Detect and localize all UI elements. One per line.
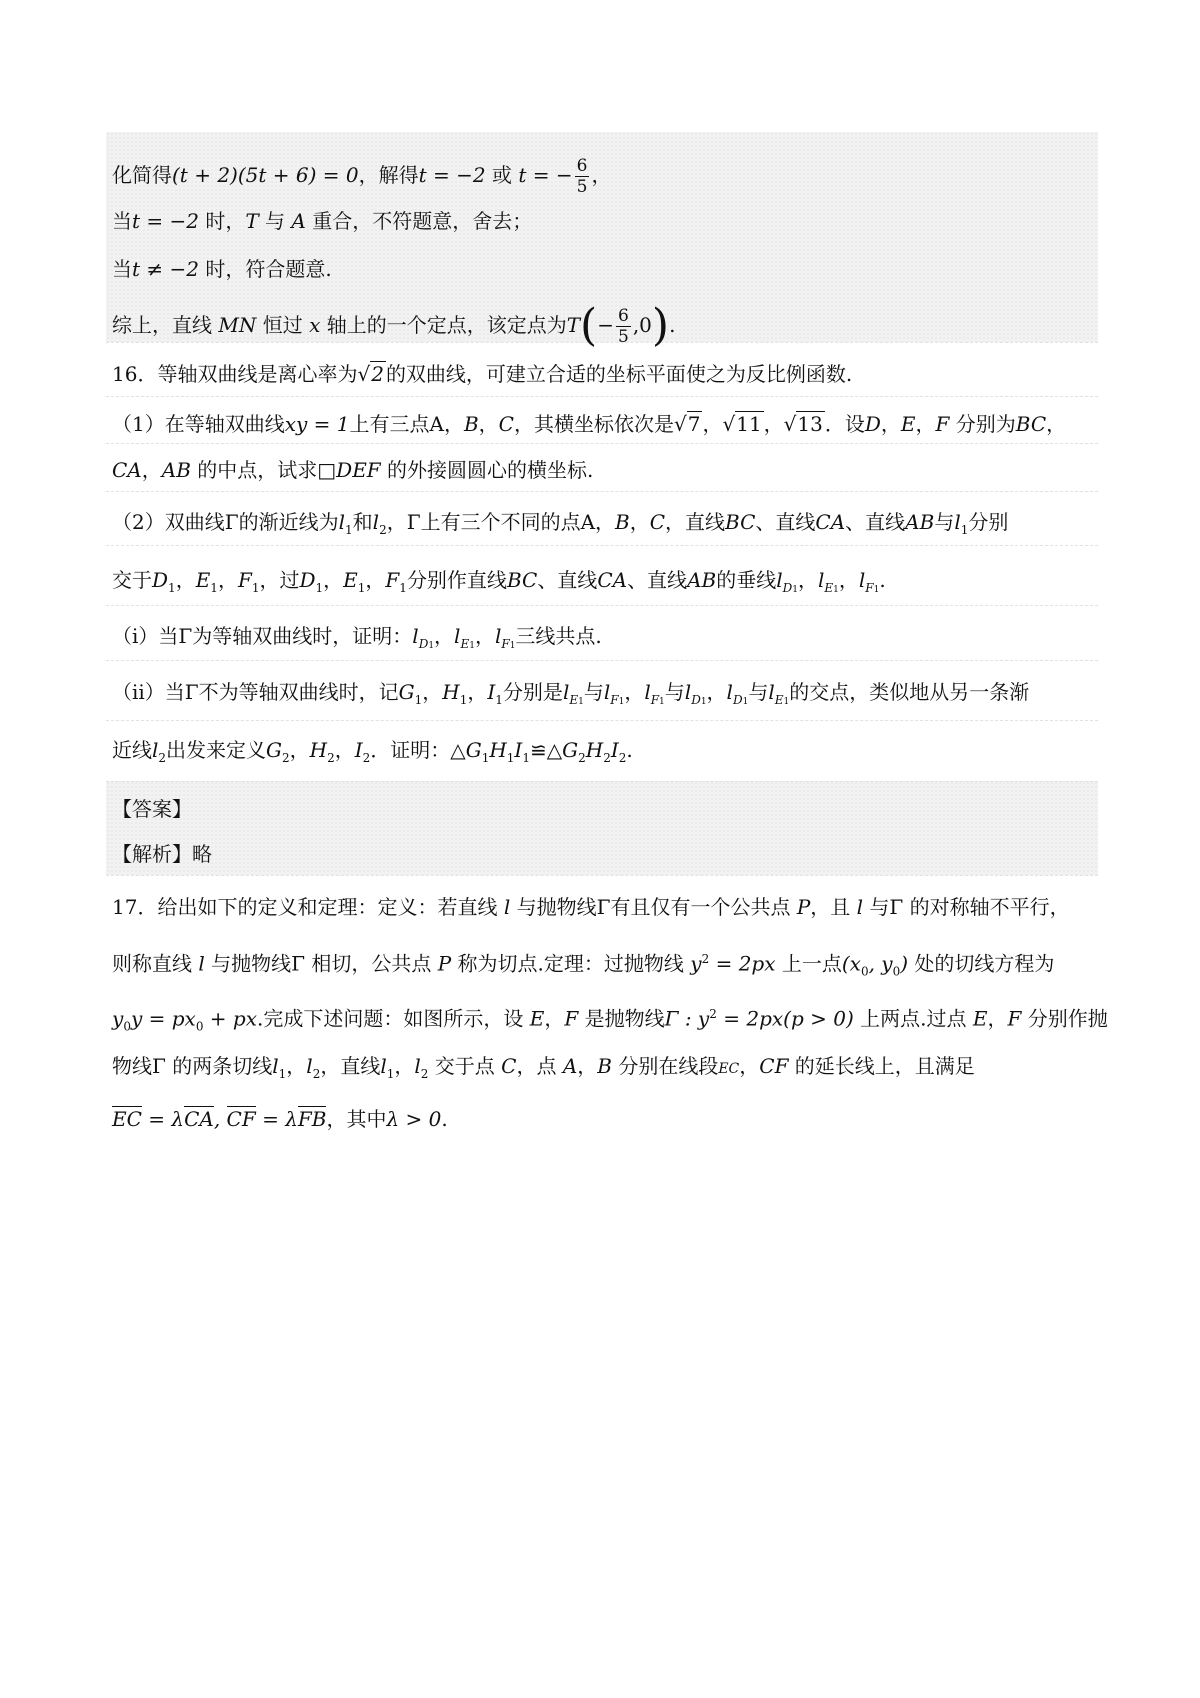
- solution-line-3: 当t ≠ −2 时，符合题意.: [112, 257, 332, 281]
- solution-line-1: 化简得(t + 2)(5t + 6) = 0，解得t = −2 或 t = − $\frac{6}{5}$ ，: [112, 156, 612, 197]
- q16-line-2: （1）在等轴双曲线xy = 1上有三点A，B，C，其横坐标依次是√7 ，√11 ，√13 ．设D，E，F 分别为BC，: [112, 412, 1067, 436]
- analysis-line: 【解析】略: [112, 842, 212, 866]
- q17-line-2: 则称直线 l 与抛物线Γ 相切，公共点 P 称为切点.定理：过抛物线 $y^2 = 2px$ 上一点($x_0$, $y_0$) 处的切线方程为: [112, 951, 1055, 979]
- separator: [106, 443, 1098, 444]
- answer-shaded-block: [106, 781, 1098, 875]
- q17-line-1: 17．给出如下的定义和定理：定义：若直线 l 与抛物线Γ有且仅有一个公共点 P，且 l 与Γ 的对称轴不平行，: [112, 895, 1070, 919]
- fraction: $\frac{6}{5}$: [617, 306, 629, 347]
- q16-line-8: 近线$l_2$出发来定义$G_2$，$H_2$，$I_2$．证明：$\triangle G_1H_1I_1≌\triangle G_2H_2I_2$.: [112, 738, 633, 765]
- separator: [106, 396, 1098, 397]
- separator: [106, 781, 1098, 782]
- separator: [106, 720, 1098, 721]
- q16-line-4: （2）双曲线Γ的渐近线为$l_1$和$l_2$，Γ上有三个不同的点A，B，C，直线BC、直线CA、直线AB与$l_1$分别: [112, 510, 1009, 537]
- solution-line-4: 综上，直线 MN 恒过 x 轴上的一个定点，该定点为T(− $\frac{6}{5}$ ,0).: [112, 300, 676, 351]
- solution-line-2: 当t = −2 时，T 与 A 重合，不符题意，舍去；: [112, 209, 533, 233]
- q16-line-5: 交于$D_1$，$E_1$，$F_1$，过$D_1$，$E_1$，$F_1$分别作直线BC、直线CA、直线AB的垂线$l_{D1}$，$l_{E1}$，$l_{F1}$.: [112, 568, 886, 595]
- q16-line-1: 16．等轴双曲线是离心率为√2 的双曲线，可建立合适的坐标平面使之为反比例函数.: [112, 362, 853, 386]
- q17-line-3: $y_0y = px_0$ + px.完成下述问题：如图所示，设 E，F 是抛物线Γ : $y^2 = 2px(p > 0)$ 上两点.过点 E，F 分别作抛: [112, 1006, 1108, 1034]
- fraction: $\frac{6}{5}$: [576, 156, 588, 197]
- q17-line-4: 物线Γ 的两条切线$l_1$，$l_2$，直线$l_1$，$l_2$ 交于点 C，点 A，B 分别在线段EC，CF 的延长线上，且满足: [112, 1054, 975, 1081]
- separator: [106, 491, 1098, 492]
- q16-line-7: （ii）当Γ不为等轴双曲线时，记$G_1$，$H_1$，$I_1$分别是$l_{E1}$与$l_{F1}$，$l_{F1}$与$l_{D1}$，$l_{D1}$与$l_{E1}$的交点，类似地从另一条渐: [112, 680, 1030, 707]
- separator: [106, 875, 1098, 876]
- separator: [106, 545, 1098, 546]
- q16-line-3: CA，AB 的中点，试求□DEF 的外接圆圆心的横坐标.: [112, 458, 594, 482]
- q16-line-6: （i）当Γ为等轴双曲线时，证明：$l_{D1}$，$l_{E1}$，$l_{F1}$三线共点.: [112, 624, 602, 651]
- separator: [106, 605, 1098, 606]
- answer-label: 【答案】: [112, 797, 192, 821]
- q17-line-5: EC = λCA, CF = λFB，其中λ > 0.: [112, 1107, 448, 1131]
- separator: [106, 660, 1098, 661]
